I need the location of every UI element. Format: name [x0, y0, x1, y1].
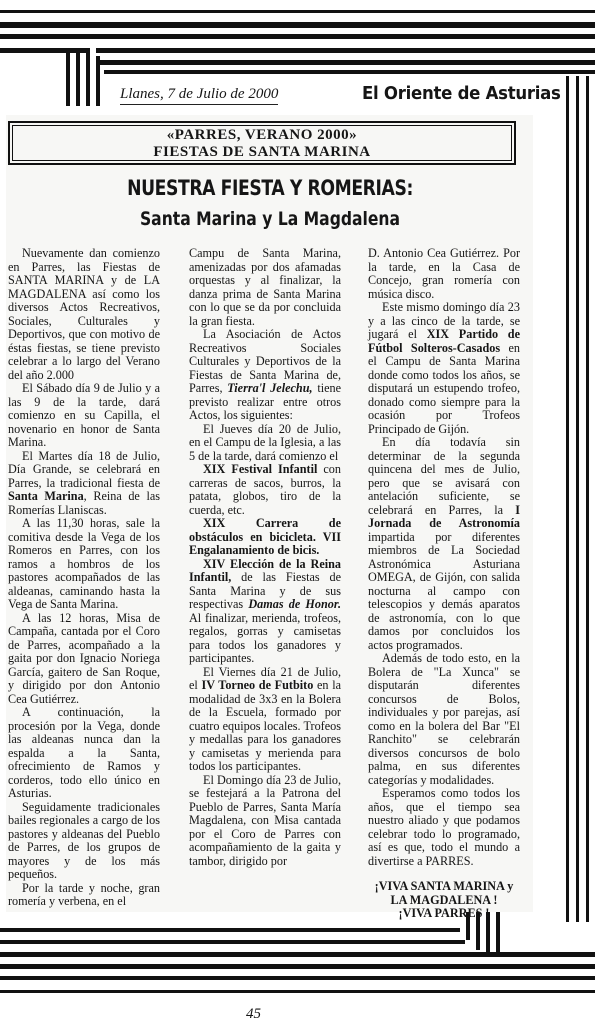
paragraph: Nuevamente dan comienzo en Parres, las Fiestas de SANTA MARINA y de LA MAGDALENA así como los diversos Actos Recreativos, Sociales, Culturales y Deportivos, que con motivo de éstas fiestas, se tiene previsto celebrar a lo largo del Verano del año 2.000	[8, 246, 160, 382]
paragraph: Campu de Santa Marina, amenizadas por dos afamadas orquestas y al finalizar, la danza prima de Santa Marina con lo que se da por concluida la gran fiesta.	[189, 246, 341, 328]
paragraph: Esperamos como todos los años, que el tiempo sea nuestro aliado y que podamos celebrar todo lo programado, así es que, todo el mundo a divertirse a PARRES.	[368, 786, 520, 868]
article-column-1	[8, 247, 160, 909]
paragraph: A las 12 horas, Misa de Campaña, cantada por el Coro de Parres, acompañado a la gaita por don Ignacio Noriega García, gaitero de San Roque, y dirigido por don Antonio Cea Gutiérrez.	[8, 610, 160, 706]
paragraph: D. Antonio Cea Gutiérrez. Por la tarde, en la Casa de Concejo, gran romería con música disco.	[368, 246, 520, 301]
paragraph: El Sábado día 9 de Julio y a las 9 de la tarde, dará comienzo en su Capilla, el novenario en honor de Santa Marina.	[8, 381, 160, 449]
paragraph: Por la tarde y noche, gran romería y verbena, en el	[8, 880, 160, 908]
newspaper-name: El Oriente de Asturias	[362, 83, 561, 104]
paragraph: A las 11,30 horas, sale la comitiva desde la Vega de los Romeros en Parres, con los ramos a hombros de los pastores acompañados de las aldeanas, caminando hasta la Vega de Santa Marina.	[8, 516, 160, 611]
paragraph: El Jueves día 20 de Julio, en el Campu de la Iglesia, a las 5 de la tarde, dará comienzo el	[189, 421, 341, 463]
closing-exclamation: ¡VIVA SANTA MARINA y LA MAGDALENA ! ¡VIVA PARRES !	[374, 879, 514, 920]
paragraph: A continuación, la procesión por la Vega, donde las aldeanas nunca dan la espalda a la Santa, ofrecimiento de Ramos y corderos, todo ello único en Asturias.	[8, 705, 160, 800]
paragraph: El Domingo día 23 de Julio, se festejará a la Patrona del Pueblo de Parres, Santa María Magdalena, con Misa cantada por el Coro de Parres con acompañamiento de la gaita y tambor, dirigido por	[189, 772, 341, 868]
boxed-heading-line1: «PARRES, VERANO 2000»	[166, 127, 358, 143]
paragraph: XIX Carrera de obstáculos en bicicleta. VII Engalanamiento de bicis.	[189, 516, 341, 557]
boxed-heading-line2: FIESTAS DE SANTA MARINA	[153, 144, 371, 160]
paragraph: El Viernes día 21 de Julio, el IV Torneo de Futbito en la modalidad de 3x3 en la Bolera de la Escuela, formado por cuatro equipos locales. Trofeos y medallas para los ganadores y camisetas y merienda para todos los participantes.	[189, 664, 341, 773]
page-number: 45	[246, 1006, 261, 1022]
paragraph: Este mismo domingo día 23 y a las cinco de la tarde, se jugará el XIX Partido de Fútbol Solteros-Casados en el Campu de Santa Marina donde como todos los años, se disputará un estupendo trofeo, donado como siempre para la ocasión por Trofeos Principado de Gijón.	[368, 300, 520, 436]
headline: NUESTRA FIESTA Y ROMERIAS:	[127, 176, 413, 200]
paragraph: En día todavía sin determinar de la segunda quincena del mes de Julio, pero que se avisará con antelación suficiente, se celebrará en Parres, la I Jornada de Astronomía impartida por diferentes miembros de La Sociedad Astronómica Asturiana OMEGA, de Gijón, con salida nocturna al campo con telescopios y demás aparatos de astronomía, con lo que damos por concluidos los actos programados.	[368, 435, 520, 652]
dateline: Llanes, 7 de Julio de 2000	[120, 86, 278, 105]
article-column-3	[368, 247, 520, 921]
paragraph: XIX Festival Infantil con carreras de sacos, burros, la patata, globos, tiro de la cuerda, etc.	[189, 462, 341, 517]
paragraph: Además de todo esto, en la Bolera de "La Xunca" se disputarán diferentes concursos de Bolos, individuales y por parejas, así como en la bolera del Bar "El Ranchito" se celebrarán diversos concursos de bolo palma, en sus diferentes categorías y modalidades.	[368, 651, 520, 787]
paragraph: Seguidamente tradicionales bailes regionales a cargo de los pastores y aldeanas del Pueblo de Parres, de los grupos de mayores y de los más pequeños.	[8, 799, 160, 881]
subheadline: Santa Marina y La Magdalena	[139, 208, 401, 230]
paragraph: La Asociación de Actos Recreativos Sociales Culturales y Deportivos de la Fiestas de Santa Marina de, Parres, Tierra'l Jelechu, tiene previsto realizar entre otros Actos, los siguientes:	[189, 327, 341, 422]
paragraph: El Martes día 18 de Julio, Día Grande, se celebrará en Parres, la tradicional fiesta de Santa Marina, Reina de las Romerías Llaniscas.	[8, 448, 160, 517]
boxed-heading	[8, 121, 516, 165]
article-column-2	[189, 247, 341, 868]
paragraph: XIV Elección de la Reina Infantil, de las Fiestas de Santa Marina y de sus respectivas Damas de Honor. Al finalizar, merienda, trofeos, regalos, gorras y camisetas para todos los ganadores y participantes.	[189, 556, 341, 665]
